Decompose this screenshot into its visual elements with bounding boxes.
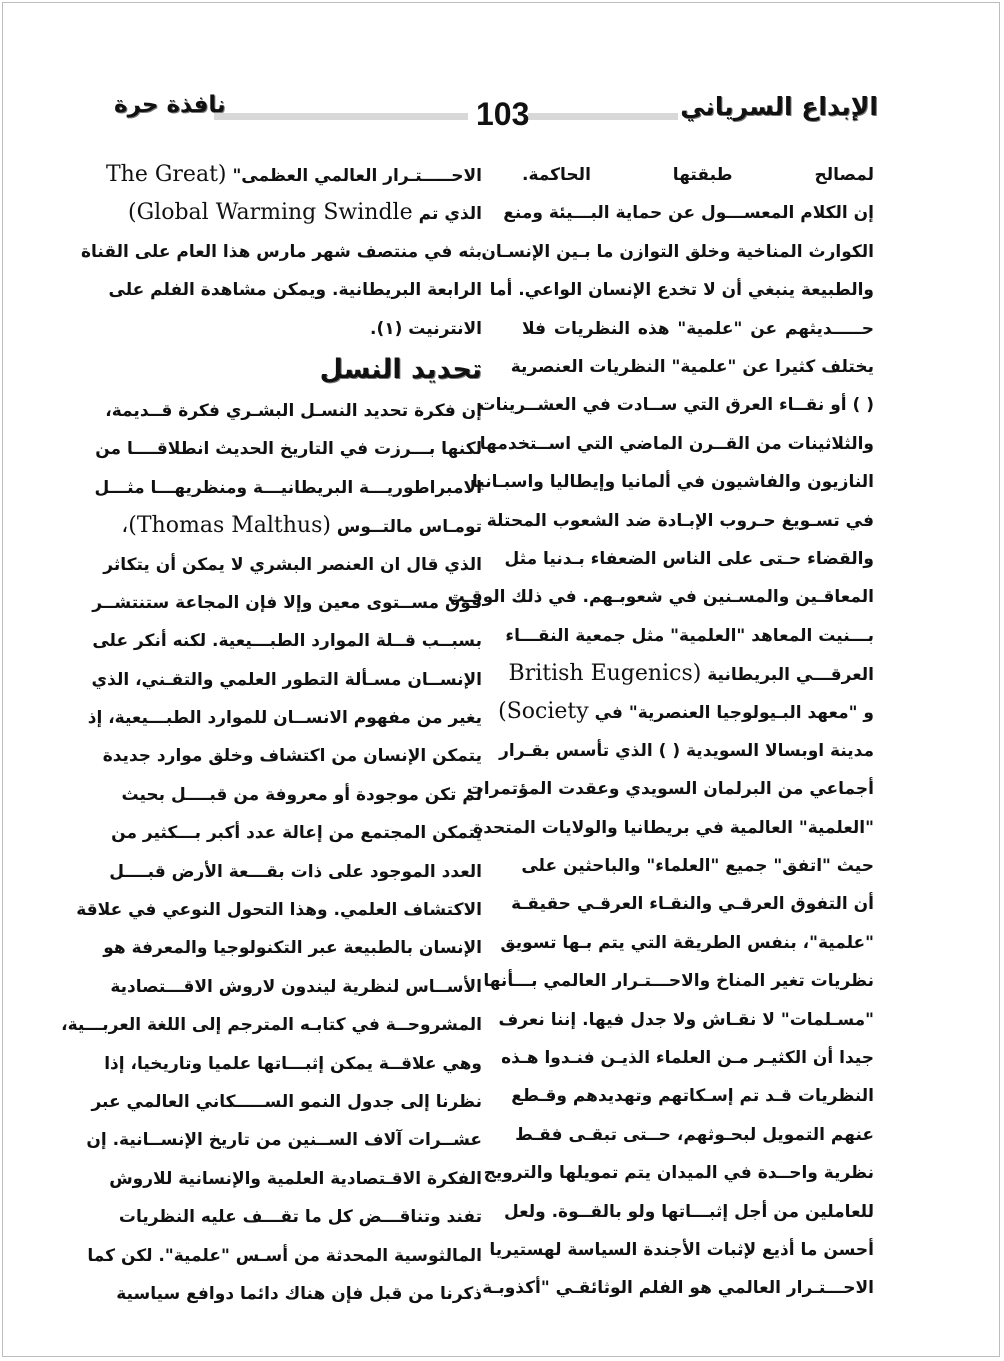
text-line bbox=[503, 1193, 874, 1231]
text-line-arabic: عشــرات آلاف الســنين من تاريخ الإنســانية. إن bbox=[86, 1130, 482, 1151]
text-line-arabic: جيدا أن الكثيـر مـن العلماء الذيـن فنـدوا هـذه bbox=[501, 1047, 874, 1068]
text-line-arabic: المشروحــة في كتابـه المترجم إلى اللغة العربـــية، bbox=[61, 1015, 482, 1036]
text-line bbox=[104, 1045, 482, 1083]
text-line bbox=[109, 1160, 482, 1198]
magazine-title: الإبداع السرياني bbox=[680, 92, 878, 121]
text-line-arabic: يختلف كثيرا عن "علمية" النظريات العنصرية bbox=[510, 356, 874, 377]
text-line-latin: Global Warming Swindle) bbox=[128, 200, 413, 226]
text-line-latin: (The Great bbox=[105, 162, 227, 187]
text-line-arabic: بثه في منتصف شهر مارس هذا العام على القناة bbox=[80, 241, 482, 262]
text-line-arabic: العرقـــي البريطانية bbox=[707, 665, 874, 686]
text-line-arabic: الذي قال ان العنصر البشري لا يمكن أن يتكاثر bbox=[103, 554, 482, 575]
text-line bbox=[128, 194, 482, 232]
text-line-arabic: لم تكن موجودة أو معروفة من قبــــل بحيث bbox=[121, 784, 482, 805]
text-line-arabic: والثلاثينات من القــرن الماضي التي اســتخدمها bbox=[479, 433, 874, 454]
text-line bbox=[466, 770, 874, 808]
text-line bbox=[511, 885, 874, 923]
text-line bbox=[118, 1198, 482, 1236]
text-line bbox=[473, 809, 874, 847]
text-line bbox=[128, 310, 482, 348]
header-rule-right bbox=[528, 113, 678, 120]
text-line bbox=[504, 540, 874, 578]
text-line-arabic: لمصالح طبقتها الحاكمة. bbox=[522, 165, 874, 185]
text-line bbox=[121, 776, 482, 814]
section-title: نافذة حرة bbox=[114, 92, 226, 118]
text-line-arabic: الاحـــــتـرار العالمي العظمى" bbox=[232, 166, 482, 186]
text-line-arabic: النظريات قـد تم إسـكاتهم وتهديدهم وقـطع bbox=[511, 1086, 874, 1107]
text-line bbox=[515, 1116, 874, 1154]
text-line bbox=[510, 348, 874, 386]
text-line-arabic: يتمكن الإنسان من اكتشاف وخلق موارد جديدة bbox=[102, 746, 482, 767]
text-line-arabic: بـــنيت المعاهد "العلمية" مثل جمعية النقـــاء bbox=[505, 625, 874, 646]
text-line-arabic: الانترنيت (١). bbox=[369, 318, 482, 339]
text-line bbox=[483, 1154, 874, 1192]
text-line-arabic: الذي تم bbox=[418, 204, 483, 225]
text-line-arabic: الامبراطوريـــة البريطانيـــة ومنظريهـــا مثـــل bbox=[94, 477, 482, 498]
text-line-latin: Society) bbox=[498, 699, 589, 725]
header-rule-left bbox=[214, 113, 468, 120]
text-line-latin: (Thomas Malthus)، bbox=[121, 513, 331, 539]
text-line bbox=[76, 891, 482, 929]
text-line-arabic: إن فكرة تحديد النسـل البشـري فكرة قــديمة، bbox=[105, 400, 482, 421]
text-line-arabic: نظرنا إلى جدول النمو الســـــكاني العالمي عبر bbox=[91, 1091, 482, 1112]
text-line bbox=[471, 463, 874, 501]
text-line-arabic: حـــــديثهم عن "علمية" هذه النظريات فلا bbox=[522, 318, 874, 339]
page-number: 103 bbox=[476, 96, 530, 132]
text-line-arabic: عنهم التمويل لبحـوثهم، حــتى تبقـى فقـط bbox=[515, 1124, 874, 1145]
text-line bbox=[103, 929, 482, 967]
text-line-arabic: "العلمية" العالمية في بريطانيا والولايات المتحدة bbox=[473, 817, 874, 838]
text-line bbox=[102, 737, 482, 775]
text-line bbox=[80, 233, 482, 271]
text-line-arabic: يغير من مفهوم الانســان للموارد الطبـــيعية، إذ bbox=[87, 708, 482, 729]
text-line-arabic: بسبــب قــلة الموارد الطبـــيعية. لكنه أنكر على bbox=[92, 631, 482, 652]
text-line bbox=[447, 578, 874, 616]
text-line-arabic: يتمكن المجتمع من إعالة عدد أكبر بـــكثير من bbox=[111, 823, 482, 844]
text-line bbox=[489, 1231, 874, 1269]
text-line-arabic: في تسـويغ حـروب الإبـادة ضد الشعوب المحتلة bbox=[486, 510, 874, 531]
text-line bbox=[95, 430, 482, 468]
text-line bbox=[92, 622, 482, 660]
text-line-arabic: أجماعي من البرلمان السويدي وعقدت المؤتمرات bbox=[466, 779, 874, 800]
text-line-arabic: تومـاس مالتــوس bbox=[336, 517, 482, 538]
text-line-arabic: ( ) أو نقــاء العرق التي ســادت في العشــرينات bbox=[478, 395, 874, 416]
text-line-latin: (British Eugenics bbox=[508, 661, 702, 687]
text-line-arabic: فوق مســتوى معين وإلا فإن المجاعة ستنتشــر bbox=[92, 592, 482, 613]
text-line bbox=[486, 502, 874, 540]
text-line-arabic: للعاملين من أجل إثبـــاتها ولو بالقــوة. ولعل bbox=[503, 1201, 874, 1222]
text-line-arabic: المعاقـين والمسـنين في شعوبـهم. في ذلك الوقـت bbox=[447, 587, 874, 608]
text-line-arabic: تفند وتناقـــض كل ما تقـــف عليه النظريات bbox=[118, 1207, 482, 1228]
text-line-arabic: الإنســان مسـألة التطور العلمي والتقـني، الذي bbox=[91, 669, 482, 690]
section-heading: تحديد النسل bbox=[319, 353, 482, 385]
text-line bbox=[61, 1006, 482, 1044]
text-line bbox=[508, 655, 874, 693]
text-line-arabic: الإنسان بالطبيعة عبر التكنولوجيا والمعرفة هو bbox=[103, 938, 482, 959]
text-line bbox=[91, 661, 482, 699]
text-line-arabic: حيث "اتفق" جميع "العلماء" والباحثين على bbox=[521, 856, 874, 877]
text-line-arabic: الأســاس لنظرية ليندون لاروش الاقـــتصادية bbox=[110, 976, 482, 997]
text-line bbox=[111, 814, 482, 852]
text-line bbox=[478, 386, 874, 424]
text-line bbox=[499, 732, 874, 770]
text-line-arabic: والطبيعة ينبغي أن لا تخدع الإنسان الواعي. أما bbox=[489, 280, 874, 301]
text-line-arabic: العدد الموجود على ذات بقـــعة الأرض قبــــل bbox=[109, 861, 482, 882]
text-line bbox=[108, 271, 482, 309]
text-line bbox=[522, 156, 874, 194]
text-line-arabic: نظريات تغير المناخ والاحـــتـرار العالمي بـــأنها bbox=[483, 971, 874, 992]
text-line-arabic: النازيون والفاشيون في ألمانيا وإيطاليا واسبـانيا bbox=[471, 472, 874, 493]
text-line bbox=[481, 233, 874, 271]
text-line-arabic: نظرية واحــدة في الميدان يتم تمويلها والترويج bbox=[483, 1163, 874, 1184]
text-line bbox=[87, 1237, 482, 1275]
text-line-arabic: لكنها بـــرزت في التاريخ الحديث انطلاقــــا من bbox=[95, 439, 482, 460]
text-line bbox=[498, 1001, 874, 1039]
text-line-arabic: الاحـــتـرار العالمي هو الفلم الوثائقـي "أكذوبـة bbox=[482, 1278, 874, 1299]
text-line-arabic: الرابعة البريطانية. ويمكن مشاهدة الفلم على bbox=[108, 280, 482, 301]
text-line bbox=[501, 1039, 874, 1077]
text-line-arabic: الفكرة الاقـتصادية العلمية والإنسانية للاروش bbox=[109, 1168, 482, 1189]
text-line bbox=[105, 392, 482, 430]
text-line bbox=[94, 469, 482, 507]
text-line bbox=[503, 194, 874, 232]
text-line bbox=[498, 693, 874, 731]
left-column-body-text bbox=[61, 392, 482, 1313]
text-line bbox=[86, 1121, 482, 1159]
text-line-arabic: إن الكلام المعســـول عن حماية البـــيئة ومنع bbox=[503, 203, 874, 224]
text-line bbox=[511, 1077, 874, 1115]
text-line bbox=[105, 156, 482, 194]
text-line bbox=[489, 271, 874, 309]
text-line bbox=[110, 968, 482, 1006]
text-line-arabic: أن التفوق العرقـي والنقـاء العرقـي حقيقـة bbox=[511, 894, 874, 915]
page-header bbox=[0, 92, 1004, 142]
text-line bbox=[522, 310, 874, 348]
text-line-arabic: الاكتشاف العلمي. وهذا التحول النوعي في علاقة bbox=[76, 900, 482, 921]
left-column bbox=[61, 156, 483, 1313]
left-column-top-text bbox=[80, 156, 483, 348]
text-line bbox=[483, 962, 874, 1000]
text-line-arabic: والقضاء حـتى على الناس الضعفاء بـدنيا مثل bbox=[504, 548, 874, 569]
text-line bbox=[522, 847, 874, 885]
text-line-arabic: ذكرنا من قبل فإن هناك دائما دوافع سياسية bbox=[116, 1283, 482, 1304]
text-line-arabic: مدينة اوبسالا السويدية ( ) الذي تأسس بقـرار bbox=[499, 740, 874, 761]
text-line-arabic: المالثوسية المحدثة من أسـس "علمية". لكن كما bbox=[87, 1245, 482, 1266]
text-line bbox=[505, 617, 874, 655]
text-line bbox=[121, 507, 482, 545]
text-line bbox=[92, 584, 482, 622]
text-line bbox=[109, 853, 482, 891]
text-line-arabic: الكوارث المناخية وخلق التوازن ما بـين الإنسـان bbox=[481, 241, 874, 262]
text-line bbox=[87, 699, 482, 737]
text-line bbox=[91, 1083, 482, 1121]
text-line-arabic: و "معهد البـيولوجيا العنصرية" في bbox=[594, 703, 874, 724]
text-line bbox=[479, 425, 874, 463]
text-line bbox=[482, 1269, 874, 1307]
text-line-arabic: وهي علاقــة يمكن إثبـــاتها علميا وتاريخيا، إذا bbox=[104, 1053, 482, 1074]
text-line-arabic: "علمية"، بنفس الطريقة التي يتم بـها تسويق bbox=[500, 932, 874, 953]
text-line bbox=[116, 1275, 482, 1313]
text-line bbox=[103, 546, 482, 584]
text-line bbox=[500, 924, 874, 962]
text-line-arabic: "مسـلمات" لا نقـاش ولا جدل فيها. إننا نعرف bbox=[498, 1009, 874, 1030]
text-line-arabic: أحسن ما أذيع لإثبات الأجندة السياسة لهستيريا bbox=[489, 1239, 874, 1260]
